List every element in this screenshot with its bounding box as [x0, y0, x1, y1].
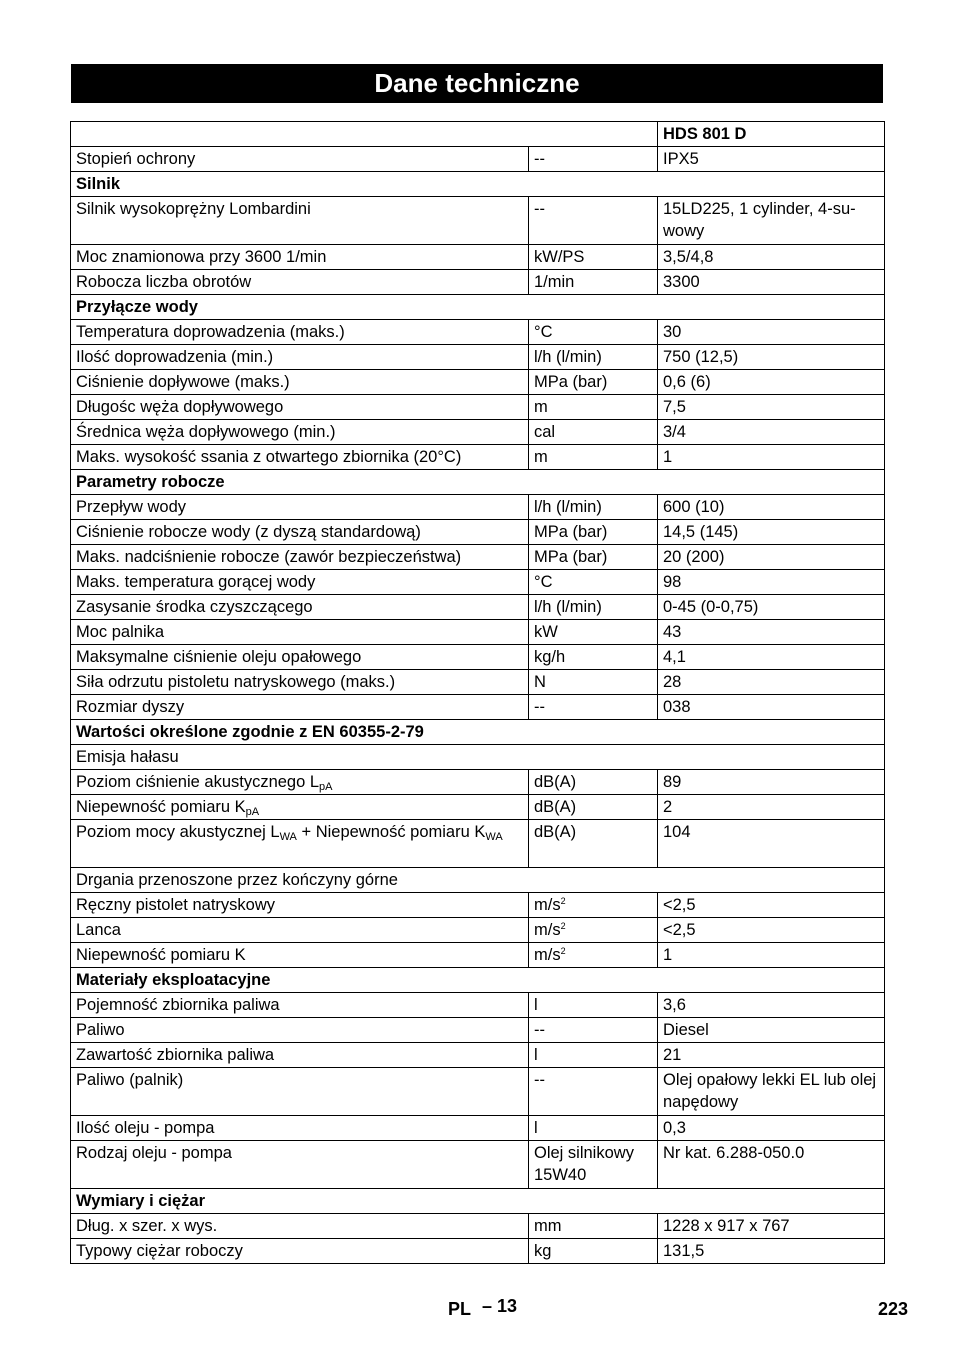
param-unit-text: l [534, 1046, 538, 1064]
param-unit [529, 770, 658, 795]
param-label-text: Ciśnienie robocze wody (z dyszą standardową) [76, 523, 421, 541]
param-unit-text: °C [534, 573, 553, 591]
param-unit-text: N [534, 673, 546, 691]
param-label-text: Zawartość zbiornika paliwa [76, 1046, 275, 1064]
param-value: 21 [658, 1043, 885, 1068]
table-row [71, 395, 885, 420]
param-unit [529, 1239, 658, 1264]
param-value: 28 [658, 670, 885, 695]
param-unit-text: m/s [534, 946, 561, 964]
param-label-text: Maksymalne ciśnienie oleju opałowego [76, 648, 362, 666]
param-label [71, 495, 529, 520]
param-label-text: Przepływ wody [76, 498, 187, 516]
param-value: 14,5 (145) [658, 520, 885, 545]
param-value: 0,6 (6) [658, 370, 885, 395]
param-unit [529, 1068, 658, 1116]
param-label-text: Temperatura doprowadzenia (maks.) [76, 323, 345, 341]
table-row [71, 1214, 885, 1239]
section-row [71, 172, 885, 197]
table-row [71, 595, 885, 620]
param-unit-text: l/h (l/min) [534, 348, 602, 366]
param-label-text: Robocza liczba obrotów [76, 273, 252, 291]
param-label-text: Pojemność zbiornika paliwa [76, 996, 280, 1014]
param-value: 3300 [658, 270, 885, 295]
param-label [71, 520, 529, 545]
param-value: <2,5 [658, 918, 885, 943]
param-label-text: Paliwo [76, 1021, 125, 1039]
param-value: Olej opałowy lekki EL lub olej napędowy [658, 1068, 885, 1116]
param-value: 600 (10) [658, 495, 885, 520]
param-label-subscript: WA [279, 831, 297, 843]
param-unit-text: dB(A) [534, 823, 577, 841]
param-unit-text: 1/min [534, 273, 575, 291]
table-row [71, 1018, 885, 1043]
table-row [71, 695, 885, 720]
table-row [71, 320, 885, 345]
param-unit [529, 1116, 658, 1141]
param-label [71, 395, 529, 420]
param-unit [529, 1214, 658, 1239]
param-label [71, 1043, 529, 1068]
param-label-text: Niepewność pomiaru K [76, 946, 246, 964]
param-label [71, 245, 529, 270]
param-unit [529, 893, 658, 918]
param-value: 1228 x 917 x 767 [658, 1214, 885, 1239]
param-label [71, 270, 529, 295]
param-label [71, 345, 529, 370]
param-unit-text: mm [534, 1217, 562, 1235]
param-unit-text: -- [534, 200, 545, 218]
table-row [71, 993, 885, 1018]
param-value: IPX5 [658, 147, 885, 172]
param-label [71, 645, 529, 670]
table-row [71, 820, 885, 868]
param-unit [529, 570, 658, 595]
param-unit-text: MPa (bar) [534, 373, 608, 391]
table-row [71, 570, 885, 595]
param-unit-superscript: 2 [560, 921, 566, 931]
param-label-subscript: pA [245, 806, 260, 818]
param-label [71, 670, 529, 695]
param-value: <2,5 [658, 893, 885, 918]
param-unit-text: kg/h [534, 648, 566, 666]
param-unit [529, 1141, 658, 1189]
table-row [71, 1068, 885, 1116]
param-label-subscript: pA [319, 781, 333, 793]
param-label-text: Rodzaj oleju - pompa [76, 1144, 232, 1162]
table-row [71, 943, 885, 968]
subsection-heading: Drgania przenoszone przez kończyny górne [71, 868, 885, 893]
param-value: 15LD225, 1 cylinder, 4-su-wowy [658, 197, 885, 245]
param-unit [529, 370, 658, 395]
param-unit [529, 445, 658, 470]
param-label [71, 595, 529, 620]
param-unit [529, 1043, 658, 1068]
param-unit-superscript: 2 [560, 946, 566, 956]
param-unit [529, 943, 658, 968]
param-label-text: Moc palnika [76, 623, 165, 641]
param-value: Diesel [658, 1018, 885, 1043]
table-row [71, 245, 885, 270]
param-unit [529, 918, 658, 943]
param-value: 3,6 [658, 993, 885, 1018]
param-unit-text: dB(A) [534, 798, 577, 816]
param-label-text: Moc znamionowa przy 3600 1/min [76, 248, 327, 266]
param-value: Nr kat. 6.288-050.0 [658, 1141, 885, 1189]
param-value: 89 [658, 770, 885, 795]
param-label [71, 770, 529, 795]
param-unit-text: kW/PS [534, 248, 585, 266]
table-row [71, 670, 885, 695]
page-title: Dane techniczne [71, 64, 883, 103]
param-value: 0-45 (0-0,75) [658, 595, 885, 620]
table-row [71, 893, 885, 918]
param-value: 20 (200) [658, 545, 885, 570]
param-label [71, 893, 529, 918]
param-label [71, 620, 529, 645]
table-row [71, 345, 885, 370]
param-unit-text: MPa (bar) [534, 548, 608, 566]
header-empty-cell [71, 122, 658, 147]
param-label-text: Dług. x szer. x wys. [76, 1217, 218, 1235]
param-label [71, 147, 529, 172]
section-row [71, 295, 885, 320]
param-label-text: Ręczny pistolet natryskowy [76, 896, 275, 914]
table-row [71, 495, 885, 520]
param-unit [529, 993, 658, 1018]
param-label-text: Paliwo (palnik) [76, 1071, 184, 1089]
param-unit-text: -- [534, 1021, 545, 1039]
table-row [71, 620, 885, 645]
table-row [71, 520, 885, 545]
param-unit-text: MPa (bar) [534, 523, 608, 541]
param-label [71, 320, 529, 345]
table-row [71, 795, 885, 820]
param-label [71, 570, 529, 595]
param-label [71, 1214, 529, 1239]
param-value: 3,5/4,8 [658, 245, 885, 270]
param-value: 104 [658, 820, 885, 868]
param-label-text: Silnik wysokoprężny Lombardini [76, 200, 311, 218]
param-value: 038 [658, 695, 885, 720]
param-unit [529, 595, 658, 620]
param-unit [529, 545, 658, 570]
param-label [71, 1239, 529, 1264]
param-label-text: Maks. nadciśnienie robocze (zawór bezpieczeństwa) [76, 548, 462, 566]
param-label-text: Poziom ciśnienie akustycznego L [76, 773, 320, 791]
param-label [71, 1018, 529, 1043]
param-unit [529, 695, 658, 720]
param-value: 7,5 [658, 395, 885, 420]
footer-section-page: – 13 [482, 1296, 518, 1316]
param-label [71, 1141, 529, 1189]
param-value: 98 [658, 570, 885, 595]
param-label [71, 370, 529, 395]
param-unit-text: °C [534, 323, 553, 341]
section-row [71, 720, 885, 745]
footer-language: PL [448, 1299, 472, 1319]
section-heading: Parametry robocze [71, 470, 885, 495]
table-row [71, 370, 885, 395]
subsection-row [71, 745, 885, 770]
param-label [71, 545, 529, 570]
param-label [71, 943, 529, 968]
subsection-heading: Emisja hałasu [71, 745, 885, 770]
param-unit [529, 620, 658, 645]
param-unit [529, 245, 658, 270]
param-label [71, 918, 529, 943]
table-row [71, 1043, 885, 1068]
param-unit [529, 670, 658, 695]
param-value: 0,3 [658, 1116, 885, 1141]
param-value: 131,5 [658, 1239, 885, 1264]
param-value: 2 [658, 795, 885, 820]
section-row [71, 968, 885, 993]
param-unit-text: m/s [534, 921, 561, 939]
param-label-text: Typowy ciężar roboczy [76, 1242, 243, 1260]
param-label [71, 795, 529, 820]
param-label-text: Stopień ochrony [76, 150, 196, 168]
param-label [71, 695, 529, 720]
param-label-text: Maks. wysokość ssania z otwartego zbiornika (20°C) [76, 448, 462, 466]
param-unit-text: l/h (l/min) [534, 598, 602, 616]
table-row [71, 918, 885, 943]
param-unit-text: l [534, 1119, 538, 1137]
param-label-text: Poziom mocy akustycznej L [76, 823, 280, 841]
param-unit [529, 820, 658, 868]
table-row [71, 545, 885, 570]
param-unit-text: Olej silnikowy 15W40 [534, 1144, 634, 1184]
param-unit [529, 645, 658, 670]
param-label [71, 1116, 529, 1141]
param-unit [529, 520, 658, 545]
param-label-text: Ciśnienie dopływowe (maks.) [76, 373, 290, 391]
param-unit-text: -- [534, 150, 545, 168]
spec-table [70, 121, 885, 1264]
section-heading: Materiały eksploatacyjne [71, 968, 885, 993]
param-value: 1 [658, 445, 885, 470]
param-unit [529, 197, 658, 245]
param-unit [529, 395, 658, 420]
section-heading: Wymiary i ciężar [71, 1189, 885, 1214]
param-value: 30 [658, 320, 885, 345]
table-row [71, 420, 885, 445]
param-label [71, 1068, 529, 1116]
param-unit [529, 345, 658, 370]
table-row [71, 1239, 885, 1264]
param-unit [529, 420, 658, 445]
table-row [71, 1116, 885, 1141]
param-label-text: Rozmiar dyszy [76, 698, 185, 716]
param-unit-text: -- [534, 698, 545, 716]
param-label-text-cont: + Niepewność pomiaru K [296, 823, 486, 841]
table-row [71, 445, 885, 470]
table-row [71, 770, 885, 795]
model-header: HDS 801 D [658, 122, 885, 147]
param-unit [529, 320, 658, 345]
section-heading: Silnik [71, 172, 885, 197]
param-unit [529, 1018, 658, 1043]
param-label-text: Długośc węża dopływowego [76, 398, 284, 416]
table-row [71, 147, 885, 172]
table-header-row [71, 122, 885, 147]
section-heading: Przyłącze wody [71, 295, 885, 320]
param-label-text: Siła odrzutu pistoletu natryskowego (maks.) [76, 673, 396, 691]
param-unit-text: m [534, 448, 548, 466]
param-unit-text: l/h (l/min) [534, 498, 602, 516]
param-unit-text: l [534, 996, 538, 1014]
param-label-text: Lanca [76, 921, 121, 939]
param-unit [529, 495, 658, 520]
param-value: 4,1 [658, 645, 885, 670]
param-label [71, 820, 529, 868]
param-unit-text: dB(A) [534, 773, 577, 791]
param-label-text: Średnica węża dopływowego (min.) [76, 423, 336, 441]
param-label [71, 445, 529, 470]
param-unit-text: cal [534, 423, 556, 441]
param-unit-text: m/s [534, 896, 561, 914]
subsection-row [71, 868, 885, 893]
section-row [71, 470, 885, 495]
param-unit [529, 147, 658, 172]
param-unit-text: -- [534, 1071, 545, 1089]
table-row [71, 1141, 885, 1189]
param-value: 750 (12,5) [658, 345, 885, 370]
param-unit [529, 270, 658, 295]
param-unit-text: m [534, 398, 548, 416]
param-unit-superscript: 2 [560, 896, 566, 906]
param-value: 3/4 [658, 420, 885, 445]
param-label-subscript-2: WA [485, 831, 503, 843]
section-row [71, 1189, 885, 1214]
param-value: 1 [658, 943, 885, 968]
param-unit [529, 795, 658, 820]
table-row [71, 645, 885, 670]
param-unit-text: kW [534, 623, 558, 641]
spec-table-body [71, 122, 885, 1264]
table-row [71, 270, 885, 295]
param-label-text: Ilość oleju - pompa [76, 1119, 215, 1137]
param-label-text: Ilość doprowadzenia (min.) [76, 348, 274, 366]
param-label [71, 420, 529, 445]
footer-page-number: 223 [878, 1299, 909, 1319]
param-label-text: Niepewność pomiaru K [76, 798, 246, 816]
param-label [71, 993, 529, 1018]
param-label-text: Zasysanie środka czyszczącego [76, 598, 313, 616]
param-label [71, 197, 529, 245]
table-row [71, 197, 885, 245]
section-heading: Wartości określone zgodnie z EN 60355-2-79 [71, 720, 885, 745]
param-unit-text: kg [534, 1242, 552, 1260]
param-label-text: Maks. temperatura gorącej wody [76, 573, 316, 591]
param-value: 43 [658, 620, 885, 645]
